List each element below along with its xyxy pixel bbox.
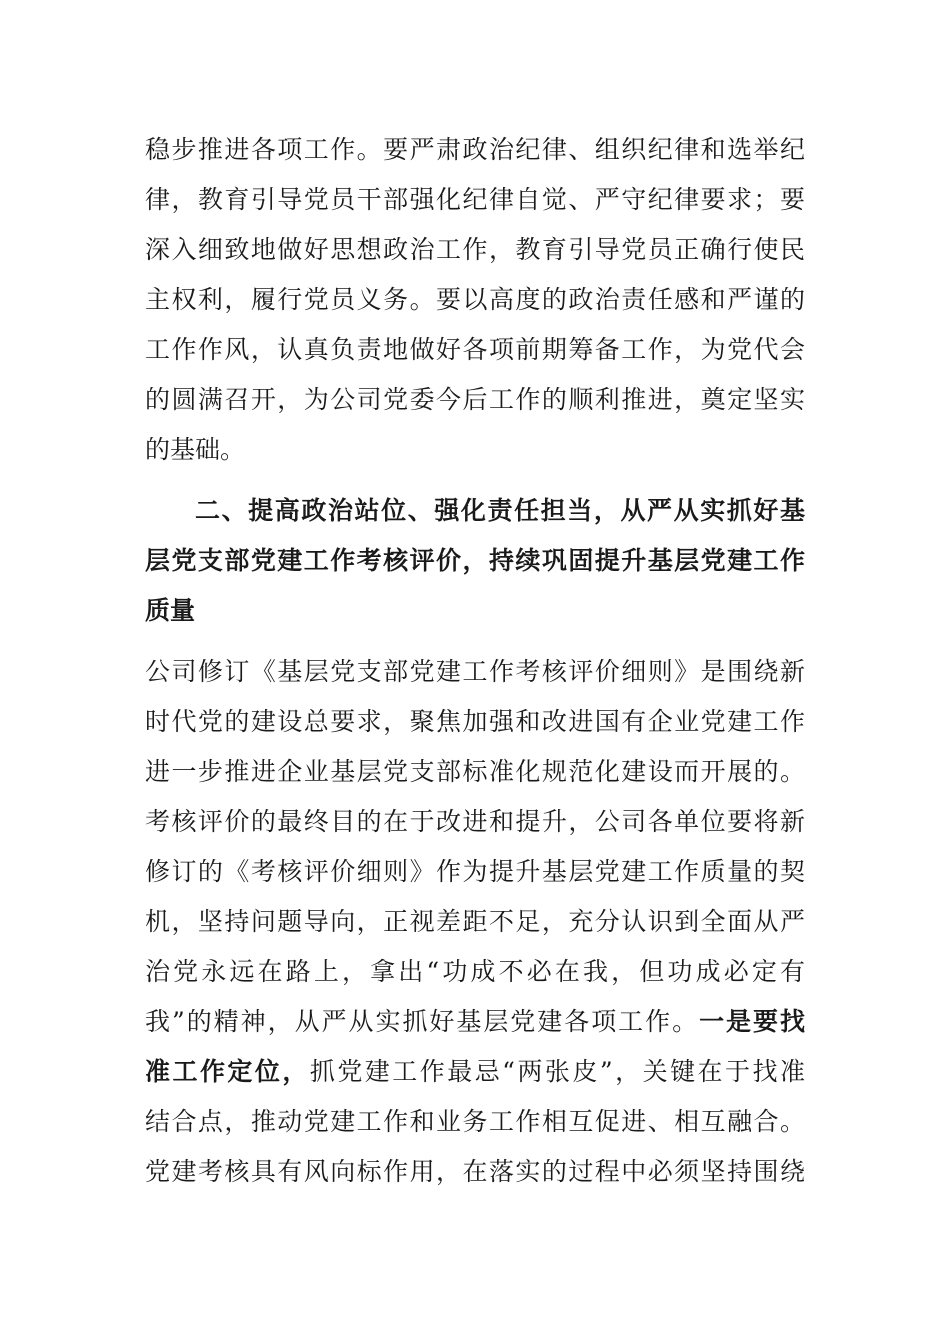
normal-text: 我”的精神，从严从实抓好基层党建各项工作。 [145, 1007, 700, 1036]
paragraph-line: 结合点，推动党建工作和业务工作相互促进、相互融合。 [145, 1107, 805, 1136]
paragraph-line: 公司修订《基层党支部党建工作考核评价细则》是围绕新 [145, 657, 805, 686]
section-heading-line: 质量 [145, 596, 196, 625]
paragraph-line: 修订的《考核评价细则》作为提升基层党建工作质量的契 [145, 857, 805, 886]
paragraph-line: 党建考核具有风向标作用，在落实的过程中必须坚持围绕 [145, 1157, 805, 1186]
section-heading-line: 二、提高政治站位、强化责任担当，从严从实抓好基 [195, 496, 805, 525]
paragraph-line: 治党永远在路上，拿出“功成不必在我，但功成必定有 [145, 957, 805, 986]
paragraph-line: 机，坚持问题导向，正视差距不足，充分认识到全面从严 [145, 907, 805, 936]
paragraph-line: 律，教育引导党员干部强化纪律自觉、严守纪律要求；要 [145, 185, 805, 214]
paragraph-line: 深入细致地做好思想政治工作，教育引导党员正确行使民 [145, 235, 805, 264]
paragraph-line: 工作作风，认真负责地做好各项前期筹备工作，为党代会 [145, 335, 805, 364]
section-heading-line: 层党支部党建工作考核评价，持续巩固提升基层党建工作 [145, 546, 805, 575]
paragraph-line-mixed [145, 1054, 805, 1090]
paragraph-line: 的圆满召开，为公司党委今后工作的顺利推进，奠定坚实 [145, 385, 805, 414]
paragraph-line-mixed [145, 1004, 805, 1040]
paragraph-line: 稳步推进各项工作。要严肃政治纪律、组织纪律和选举纪 [145, 135, 805, 164]
paragraph-line: 主权利，履行党员义务。要以高度的政治责任感和严谨的 [145, 285, 805, 314]
emphasis-text: 一是要找 [699, 1007, 805, 1036]
paragraph-line: 的基础。 [145, 435, 246, 464]
emphasis-text: 准工作定位， [145, 1057, 310, 1086]
paragraph-line: 时代党的建设总要求，聚焦加强和改进国有企业党建工作 [145, 707, 805, 736]
paragraph-line: 考核评价的最终目的在于改进和提升，公司各单位要将新 [145, 807, 805, 836]
normal-text: 抓党建工作最忌“两张皮”，关键在于找准 [309, 1057, 805, 1086]
paragraph-line: 进一步推进企业基层党支部标准化规范化建设而开展的。 [145, 757, 805, 786]
